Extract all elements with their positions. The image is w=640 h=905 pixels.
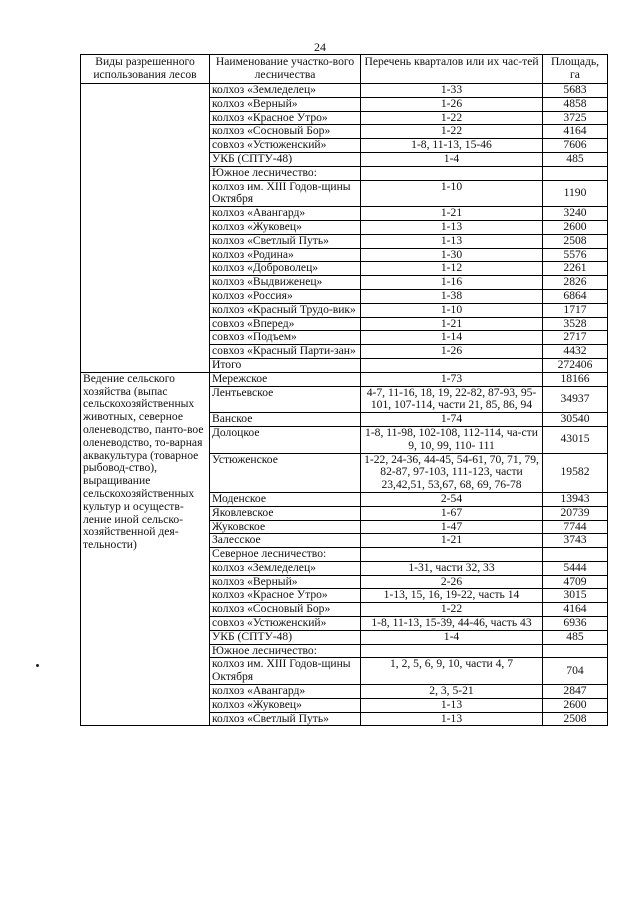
quarters-cell: 2, 3, 5-21 (361, 685, 543, 699)
quarters-cell: 1-22 (361, 603, 543, 617)
area-cell: 2600 (543, 220, 608, 234)
area-cell: 7744 (543, 520, 608, 534)
forestry-name-cell: Моденское (210, 492, 361, 506)
quarters-cell: 1-8, 11-13, 15-46 (361, 139, 543, 153)
area-cell: 1717 (543, 303, 608, 317)
area-cell: 4709 (543, 575, 608, 589)
use-type-cell: Ведение сельского хозяйства (выпас сельскохозяйственных животных, северное оленеводство, панто-вое оленеводство, то-варная аквакультура (товарное рыбовод-ство), выращивание сельскохозяйственных культур и осуществ-ление иной сельско-хозяйственной дея-тельности) (81, 372, 210, 726)
forestry-name-cell: колхоз «Авангард» (210, 207, 361, 221)
quarters-cell: 1-16 (361, 276, 543, 290)
quarters-cell: 1-47 (361, 520, 543, 534)
quarters-cell: 1-22 (361, 125, 543, 139)
stray-mark (36, 664, 39, 667)
area-cell: 7606 (543, 139, 608, 153)
forestry-name-cell: Южное лесничество: (210, 644, 361, 658)
area-cell (543, 644, 608, 658)
forestry-name-cell: колхоз «Красный Трудо-вик» (210, 303, 361, 317)
forestry-name-cell: Северное лесничество: (210, 548, 361, 562)
forestry-name-cell: Жуковское (210, 520, 361, 534)
page-number: 24 (314, 40, 326, 54)
forestry-name-cell: колхоз «Светлый Путь» (210, 234, 361, 248)
header-use-type: Виды разрешенного использования лесов (81, 55, 210, 84)
forestry-name-cell: колхоз «Земледелец» (210, 84, 361, 98)
area-cell: 2600 (543, 698, 608, 712)
area-cell: 3743 (543, 534, 608, 548)
area-cell: 704 (543, 658, 608, 685)
area-cell: 5444 (543, 561, 608, 575)
header-quarters: Перечень кварталов или их час-тей (361, 55, 543, 84)
area-cell: 485 (543, 630, 608, 644)
forestry-name-cell: колхоз «Красное Утро» (210, 111, 361, 125)
table-header-row (81, 55, 608, 84)
quarters-cell: 1, 2, 5, 6, 9, 10, части 4, 7 (361, 658, 543, 685)
quarters-cell: 1-26 (361, 97, 543, 111)
forestry-name-cell: Итого (210, 358, 361, 372)
area-cell: 5576 (543, 248, 608, 262)
quarters-cell: 1-8, 11-13, 15-39, 44-46, часть 43 (361, 617, 543, 631)
forestry-name-cell: колхоз «Светлый Путь» (210, 712, 361, 726)
forestry-name-cell: Залесское (210, 534, 361, 548)
area-cell: 3015 (543, 589, 608, 603)
forestry-name-cell: колхоз им. XIII Годов-щины Октября (210, 658, 361, 685)
forestry-name-cell: совхоз «Устюженский» (210, 617, 361, 631)
quarters-cell (361, 358, 543, 372)
forestry-name-cell: колхоз «Верный» (210, 97, 361, 111)
area-cell: 4164 (543, 603, 608, 617)
forest-use-table (80, 54, 608, 726)
table-row (81, 84, 608, 98)
quarters-cell: 1-4 (361, 152, 543, 166)
forestry-name-cell: совхоз «Красный Парти-зан» (210, 345, 361, 359)
quarters-cell: 1-8, 11-98, 102-108, 112-114, ча-сти 9, 10, 99, 110- 111 (361, 426, 543, 453)
area-cell: 13943 (543, 492, 608, 506)
area-cell: 2717 (543, 331, 608, 345)
area-cell: 20739 (543, 506, 608, 520)
quarters-cell: 1-10 (361, 303, 543, 317)
table-body (81, 84, 608, 726)
area-cell: 3240 (543, 207, 608, 221)
quarters-cell: 1-13 (361, 234, 543, 248)
forestry-name-cell: колхоз «Верный» (210, 575, 361, 589)
area-cell (543, 166, 608, 180)
forestry-name-cell: колхоз «Жуковец» (210, 220, 361, 234)
area-cell: 2261 (543, 262, 608, 276)
forestry-name-cell: совхоз «Подъем» (210, 331, 361, 345)
area-cell: 1190 (543, 180, 608, 207)
forestry-name-cell: колхоз «Родина» (210, 248, 361, 262)
quarters-cell: 1-21 (361, 534, 543, 548)
area-cell: 3528 (543, 317, 608, 331)
quarters-cell: 1-13, 15, 16, 19-22, часть 14 (361, 589, 543, 603)
quarters-cell: 1-22, 24-36, 44-45, 54-61, 70, 71, 79, 82-87, 97-103, 111-123, части 23,42,51, 53,67, 68, 69, 76-78 (361, 453, 543, 492)
quarters-cell (361, 548, 543, 562)
forestry-name-cell: колхоз «Выдвиженец» (210, 276, 361, 290)
quarters-cell: 1-13 (361, 712, 543, 726)
area-cell: 2847 (543, 685, 608, 699)
quarters-cell: 1-12 (361, 262, 543, 276)
forestry-name-cell: колхоз им. XIII Годов-щины Октября (210, 180, 361, 207)
forestry-name-cell: совхоз «Вперед» (210, 317, 361, 331)
area-cell: 4164 (543, 125, 608, 139)
forestry-name-cell: Долоцкое (210, 426, 361, 453)
table-row (81, 372, 608, 386)
quarters-cell: 1-13 (361, 698, 543, 712)
area-cell: 2508 (543, 234, 608, 248)
forestry-name-cell: Устюженское (210, 453, 361, 492)
area-cell: 30540 (543, 413, 608, 427)
forestry-name-cell: колхоз «Жуковец» (210, 698, 361, 712)
area-cell: 6864 (543, 289, 608, 303)
forestry-name-cell: Ванское (210, 413, 361, 427)
forestry-name-cell: колхоз «Россия» (210, 289, 361, 303)
quarters-cell: 1-38 (361, 289, 543, 303)
forestry-name-cell: колхоз «Авангард» (210, 685, 361, 699)
quarters-cell: 1-31, части 32, 33 (361, 561, 543, 575)
quarters-cell: 1-30 (361, 248, 543, 262)
header-forestry: Наименование участко-вого лесничества (210, 55, 361, 84)
quarters-cell: 4-7, 11-16, 18, 19, 22-82, 87-93, 95-101, 107-114, части 21, 85, 86, 94 (361, 386, 543, 413)
area-cell: 34937 (543, 386, 608, 413)
header-area: Площадь, га (543, 55, 608, 84)
forestry-name-cell: колхоз «Доброволец» (210, 262, 361, 276)
forestry-name-cell: Мережское (210, 372, 361, 386)
forestry-name-cell: УКБ (СПТУ-48) (210, 152, 361, 166)
forestry-name-cell: колхоз «Сосновый Бор» (210, 125, 361, 139)
area-cell: 3725 (543, 111, 608, 125)
quarters-cell (361, 166, 543, 180)
quarters-cell: 1-26 (361, 345, 543, 359)
quarters-cell: 1-22 (361, 111, 543, 125)
quarters-cell: 1-73 (361, 372, 543, 386)
area-cell: 2826 (543, 276, 608, 290)
quarters-cell: 1-74 (361, 413, 543, 427)
quarters-cell: 1-10 (361, 180, 543, 207)
area-cell: 4858 (543, 97, 608, 111)
quarters-cell: 2-54 (361, 492, 543, 506)
forestry-name-cell: колхоз «Красное Утро» (210, 589, 361, 603)
quarters-cell (361, 644, 543, 658)
area-cell: 485 (543, 152, 608, 166)
quarters-cell: 1-13 (361, 220, 543, 234)
quarters-cell: 1-21 (361, 317, 543, 331)
quarters-cell: 1-4 (361, 630, 543, 644)
area-cell: 272406 (543, 358, 608, 372)
forestry-name-cell: колхоз «Сосновый Бор» (210, 603, 361, 617)
forestry-name-cell: Южное лесничество: (210, 166, 361, 180)
area-cell: 18166 (543, 372, 608, 386)
forestry-name-cell: совхоз «Устюженский» (210, 139, 361, 153)
area-cell (543, 548, 608, 562)
forestry-name-cell: колхоз «Земледелец» (210, 561, 361, 575)
quarters-cell: 1-14 (361, 331, 543, 345)
area-cell: 6936 (543, 617, 608, 631)
area-cell: 2508 (543, 712, 608, 726)
quarters-cell: 1-33 (361, 84, 543, 98)
use-type-cell (81, 84, 210, 373)
area-cell: 5683 (543, 84, 608, 98)
forestry-name-cell: Яковлевское (210, 506, 361, 520)
quarters-cell: 1-67 (361, 506, 543, 520)
area-cell: 43015 (543, 426, 608, 453)
area-cell: 4432 (543, 345, 608, 359)
area-cell: 19582 (543, 453, 608, 492)
forestry-name-cell: УКБ (СПТУ-48) (210, 630, 361, 644)
forestry-name-cell: Лентьевское (210, 386, 361, 413)
quarters-cell: 1-21 (361, 207, 543, 221)
quarters-cell: 2-26 (361, 575, 543, 589)
